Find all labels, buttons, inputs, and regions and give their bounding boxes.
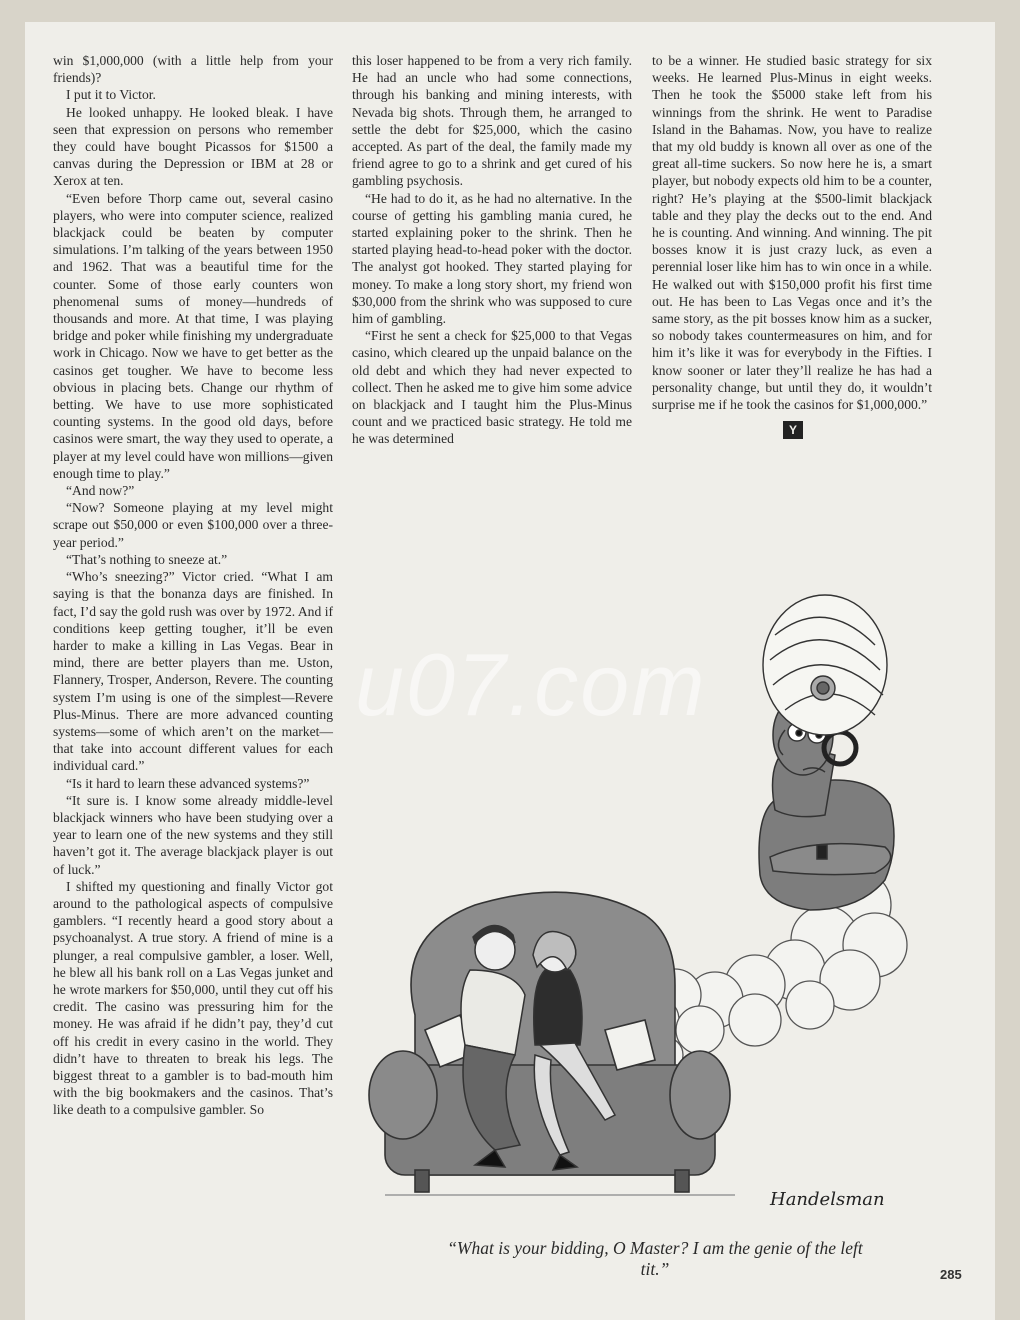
magazine-page bbox=[25, 22, 995, 1320]
paragraph: “He had to do it, as he had no alternative. In the course of getting his gambling mania cured, he started explaining poker to the shrink. Then he started playing head-to-head poker with the doctor. The analyst got hooked. They started playing for money. To make a long story short, my friend won $30,000 from the shrink who was supposed to cure him of gambling. bbox=[352, 190, 632, 327]
page-number: 285 bbox=[940, 1267, 962, 1282]
paragraph: win $1,000,000 (with a little help from your friends)? bbox=[53, 53, 333, 86]
paragraph: to be a winner. He studied basic strategy for six weeks. He learned Plus-Minus in eight weeks. Then he took the $5000 stake left from his winnings from the shrink. He went to Paradise Island in the Bahamas. Now, you have to realize that my old buddy is known all over as one of the great all-time suckers. So now here he is, a smart player, but nobody expects old him to be a counter, right? He’s playing at the $500-limit blackjack table and they play the decks out to the end. And he is counting. And winning. And winning. The pit bosses know it is just crazy luck, as even a perennial loser like him has to win once in a while. He walked out with $150,000 profit his first time out. He has been to Las Vegas once and it’s the same story, as the pit bosses know him as a sucker, so nobody takes countermeasures on him, and for him it’s like it was for everybody in the Fifties. I know sooner or later they’ll realize he has had a personality change, but until they do, it wouldn’t surprise me if he took the casinos for $1,000,000.” bbox=[652, 53, 932, 413]
paragraph: “Who’s sneezing?” Victor cried. “What I am saying is that the bonanza days are finished. In fact, I’d say the gold rush was over by 1972. And if conditions keep getting tougher, it’ll be even harder to make a killing in Las Vegas. Bear in mind, there are better players than me. Uston, Flannery, Trosper, Anderson, Revere. The counting system I’m using is one of the simplest—Revere Plus-Minus. There are more advanced counting systems—some of which aren’t on the market—that take into account different values for each individual card.” bbox=[53, 569, 333, 774]
paragraph: “Now? Someone playing at my level might scrape out $50,000 or even $100,000 over a three-year period.” bbox=[53, 500, 333, 550]
paragraph: “And now?” bbox=[66, 483, 135, 499]
paragraph: I put it to Victor. bbox=[66, 87, 156, 103]
paragraph: this loser happened to be from a very rich family. He had an uncle who had some connections, through his banking and mining interests, with Nevada big shots. Through them, he arranged to settle the debt for $25,000, which the casino accepted. As part of the deal, the family made my friend agree to go to a shrink and get cured of his gambling psychosis. bbox=[352, 53, 632, 189]
article-column-1 bbox=[53, 52, 333, 1119]
artist-signature: Handelsman bbox=[770, 1189, 885, 1210]
article-column-3 bbox=[652, 52, 932, 439]
paragraph: “First he sent a check for $25,000 to that Vegas casino, which cleared up the unpaid balance on the old debt and which they had never expected to collect. Then he asked me to give him some advice on blackjack and I taught him the Plus-Minus count and we practiced basic strategy. He told me he was determined bbox=[352, 328, 632, 447]
turban bbox=[763, 595, 887, 735]
end-of-article-mark: Y bbox=[783, 421, 803, 439]
paragraph: I shifted my questioning and finally Victor got around to the pathological aspects of compulsive gamblers. “I recently heard a good story about a psychoanalyst. A true story. A friend of mine is a plunger, a real compulsive gambler, a loser. Well, he blew all his bank roll on a Las Vegas junket and he wrote markers for $50,000, until they cut off his credit. The casino was pressuring him for the money. He was afraid if he didn’t pay, they’d cut off his credit in every casino in the world. They didn’t have to threaten to break his legs. The biggest threat to a gambler is to bad-mouth him with the big bookmakers and the casinos. That’s like death to a compulsive gambler. So bbox=[53, 878, 333, 1118]
article-column-2 bbox=[352, 52, 632, 448]
paragraph: “It sure is. I know some already middle-level blackjack winners who have been studying over a year to learn one of the new systems and they still haven’t got it. The average blackjack player is out of luck.” bbox=[53, 792, 333, 877]
paragraph: “Is it hard to learn these advanced systems?” bbox=[66, 775, 310, 791]
paragraph: “Even before Thorp came out, several casino players, who were into computer science, realized blackjack could be beaten by computer simulations. I’m talking of the years between 1950 and 1962. That was a beautiful time for the counter. Some of those early counters won phenomenal sums of money—hundreds of thousands and more. At that time, I was playing bridge and poker while finishing my undergraduate work in Chicago. Now we have to get better as the casinos get tougher. We have to become less obvious in placing bets. Change our rhythm of betting. We have to use more sophisticated counting systems. In the good old days, before casinos were smart, the way they used to operate, a player at my level could have won millions—given enough time to play.” bbox=[53, 190, 333, 481]
watermark-text: u07.com bbox=[355, 635, 707, 734]
cartoon-caption: “What is your bidding, O Master? I am the genie of the left tit.” bbox=[447, 1238, 863, 1279]
paragraph: “That’s nothing to sneeze at.” bbox=[66, 551, 228, 567]
paragraph: He looked unhappy. He looked bleak. I have seen that expression on persons who remember they could have bought Picassos for $1500 a canvas during the Depression or IBM at 28 or Xerox at ten. bbox=[53, 104, 333, 189]
